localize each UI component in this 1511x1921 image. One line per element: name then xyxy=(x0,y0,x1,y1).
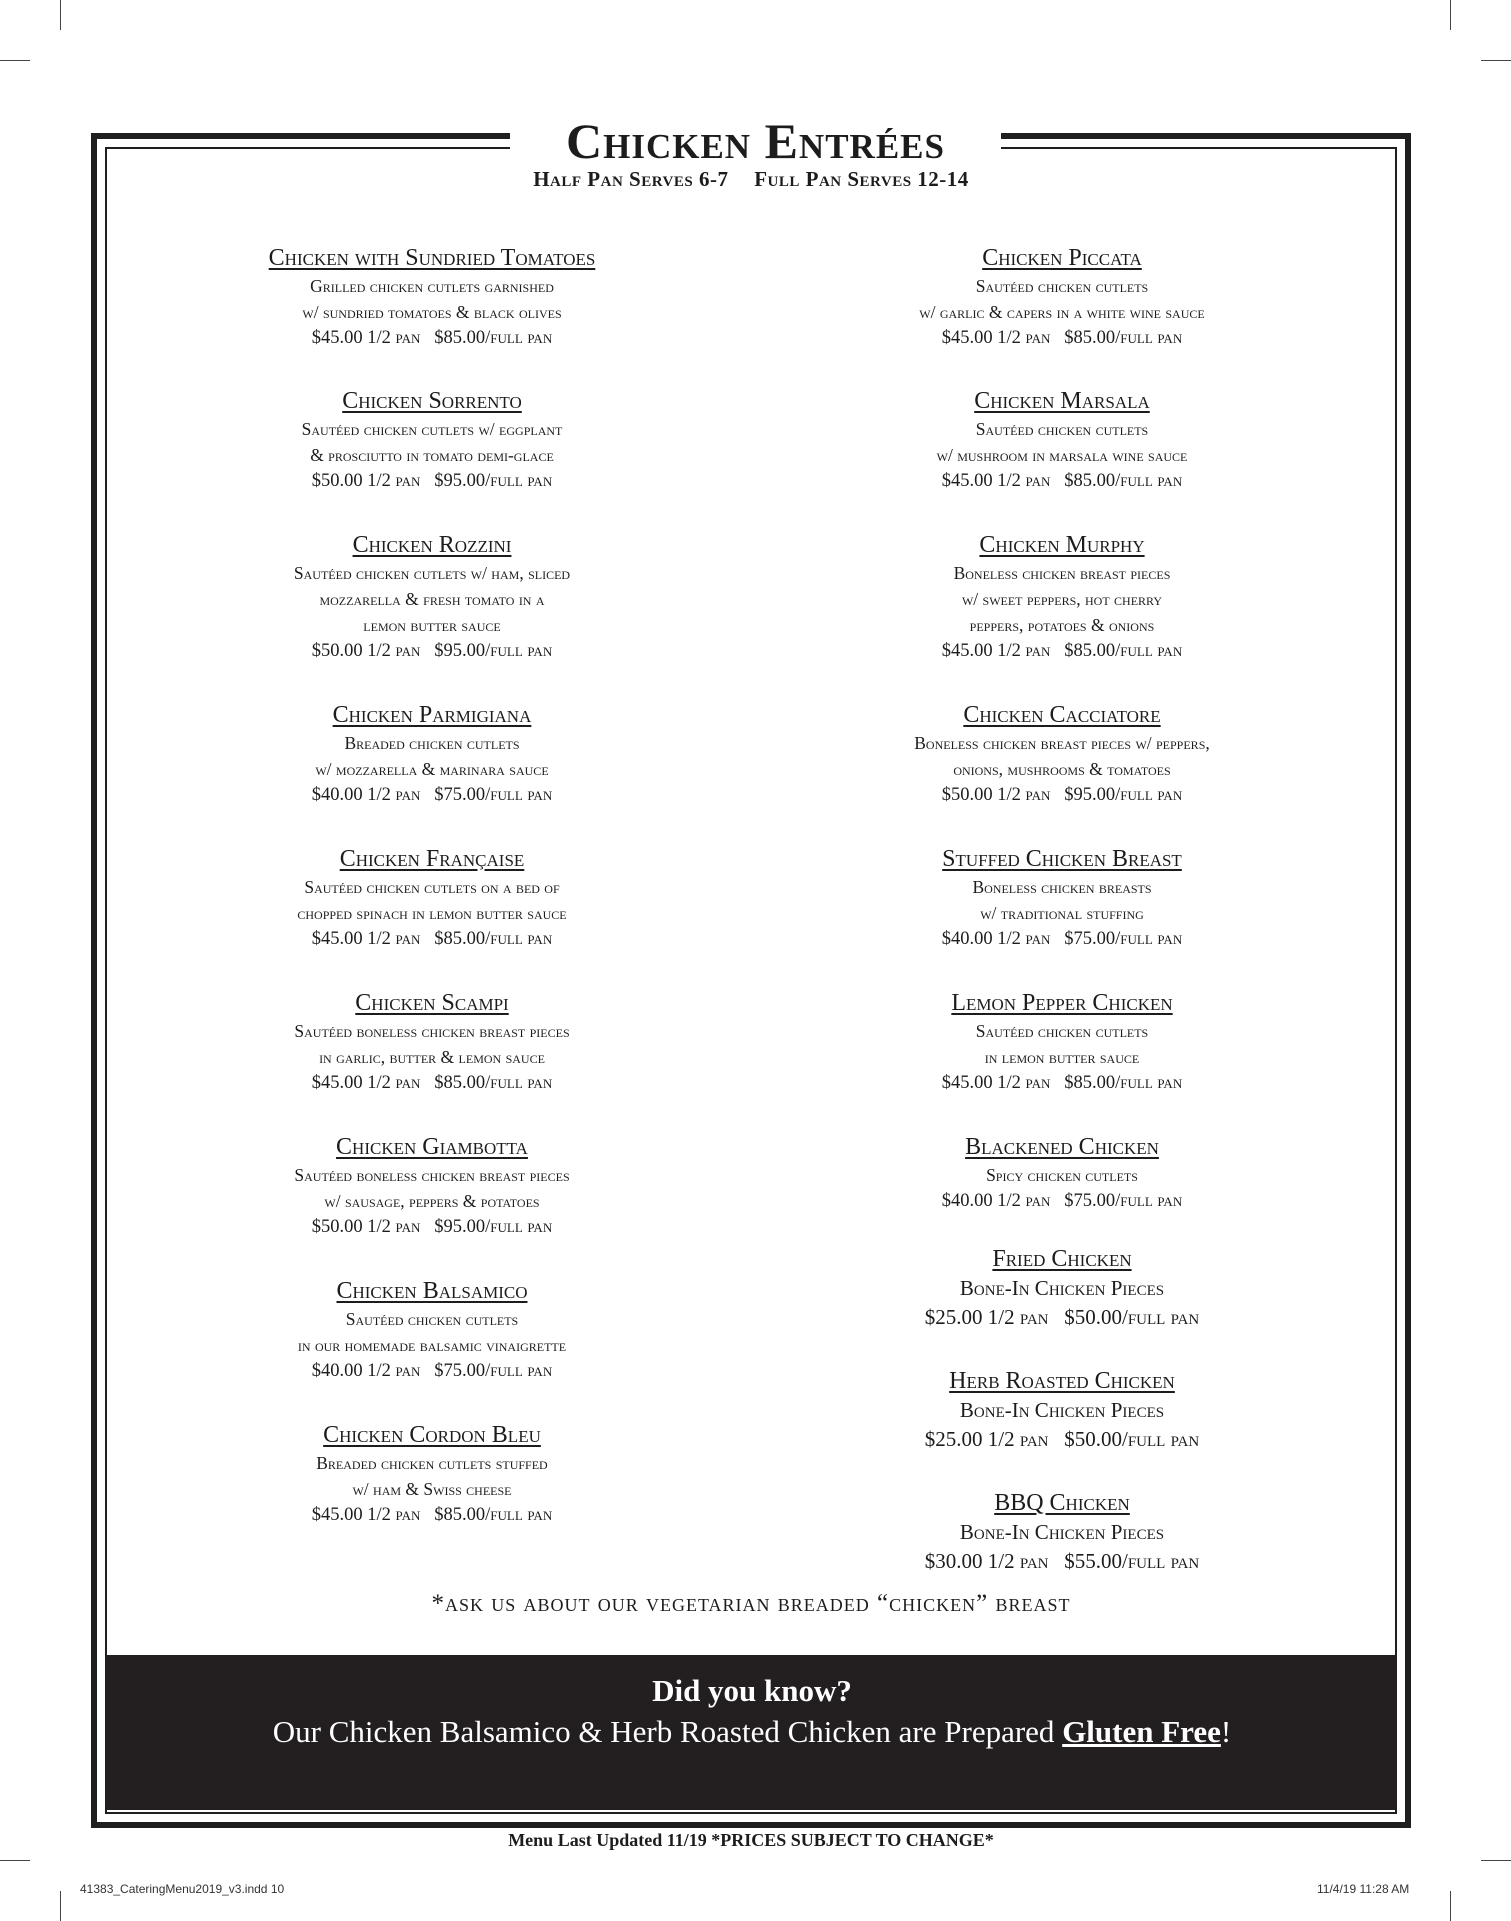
menu-item-description: Bone-In Chicken Pieces xyxy=(959,1276,1165,1300)
menu-item-description: Spicy chicken cutlets xyxy=(986,1165,1138,1185)
menu-item-description: Sautéed chicken cutlets w/ eggplant xyxy=(301,419,563,439)
menu-item-name: Chicken Murphy xyxy=(979,532,1145,558)
crop-mark xyxy=(0,1860,30,1861)
menu-item-description: Bone-In Chicken Pieces xyxy=(959,1520,1165,1544)
crop-mark xyxy=(60,1891,61,1921)
menu-item-description: Sautéed chicken cutlets on a bed of xyxy=(304,877,560,897)
menu-item xyxy=(782,386,1342,494)
menu-item-price: $50.00 1/2 pan $95.00/full pan xyxy=(941,785,1183,805)
banner-text xyxy=(107,1711,1397,1753)
menu-item-description: Breaded chicken cutlets xyxy=(344,733,520,753)
menu-item xyxy=(152,1420,712,1528)
menu-item-price: $40.00 1/2 pan $75.00/full pan xyxy=(311,1361,553,1381)
menu-item-price: $45.00 1/2 pan $85.00/full pan xyxy=(941,641,1183,661)
menu-item-description: Sautéed boneless chicken breast pieces xyxy=(294,1165,570,1185)
crop-mark xyxy=(1450,1891,1451,1921)
menu-item-name: Stuffed Chicken Breast xyxy=(942,846,1182,872)
menu-item-price: $25.00 1/2 pan $50.00/full pan xyxy=(924,1427,1200,1451)
menu-item xyxy=(152,988,712,1096)
crop-mark xyxy=(1481,60,1511,61)
menu-item-name: Chicken Piccata xyxy=(982,245,1142,271)
vegetarian-note: *ask us about our vegetarian breaded “chicken” breast xyxy=(431,1590,1071,1617)
menu-item-description: Sautéed boneless chicken breast pieces xyxy=(294,1021,570,1041)
menu-item xyxy=(152,1132,712,1240)
menu-item xyxy=(782,988,1342,1096)
menu-item-description: Breaded chicken cutlets stuffed xyxy=(316,1453,548,1473)
menu-item-name: Chicken Balsamico xyxy=(336,1278,528,1304)
menu-item xyxy=(782,1132,1342,1214)
crop-mark xyxy=(1450,0,1451,30)
half-pan-info: Half Pan Serves 6-7 xyxy=(533,167,729,191)
menu-item-name: BBQ Chicken xyxy=(994,1490,1130,1516)
menu-item-name: Chicken Scampi xyxy=(355,990,509,1016)
menu-item-description: w/ sundried tomatoes & black olives xyxy=(302,302,562,322)
menu-item-description: peppers, potatoes & onions xyxy=(969,615,1155,635)
menu-item-name: Chicken Française xyxy=(339,846,525,872)
menu-item xyxy=(782,1488,1342,1576)
menu-item-price: $45.00 1/2 pan $85.00/full pan xyxy=(311,929,553,949)
gluten-free-banner xyxy=(107,1655,1397,1810)
menu-item-description: w/ mozzarella & marinara sauce xyxy=(315,759,549,779)
left-menu-column xyxy=(152,243,712,1528)
menu-item xyxy=(782,700,1342,808)
menu-item-name: Chicken with Sundried Tomatoes xyxy=(268,245,596,271)
banner-highlight: Gluten Free xyxy=(1062,1714,1221,1749)
banner-text-before: Our Chicken Balsamico & Herb Roasted Chicken are Prepared xyxy=(272,1714,1063,1749)
menu-item-name: Chicken Sorrento xyxy=(342,388,522,414)
menu-item xyxy=(782,1366,1342,1454)
menu-item-description: Sautéed chicken cutlets xyxy=(345,1309,519,1329)
full-pan-info: Full Pan Serves 12-14 xyxy=(754,167,969,191)
banner-heading: Did you know? xyxy=(652,1673,852,1708)
menu-item xyxy=(152,386,712,494)
footer-note: Menu Last Updated 11/19 *PRICES SUBJECT TO CHANGE* xyxy=(508,1830,994,1850)
menu-item-name: Blackened Chicken xyxy=(965,1134,1159,1160)
menu-item-description: & prosciutto in tomato demi-glace xyxy=(310,445,554,465)
menu-item-price: $45.00 1/2 pan $85.00/full pan xyxy=(311,1505,553,1525)
menu-item-name: Chicken Cacciatore xyxy=(963,702,1161,728)
menu-item-description: lemon butter sauce xyxy=(363,615,501,635)
menu-item-description: mozzarella & fresh tomato in a xyxy=(319,589,545,609)
crop-mark xyxy=(0,60,30,61)
banner-text-after: ! xyxy=(1220,1714,1232,1749)
menu-item-description: onions, mushrooms & tomatoes xyxy=(953,759,1171,779)
menu-item-price: $45.00 1/2 pan $85.00/full pan xyxy=(941,471,1183,491)
menu-item-name: Chicken Rozzini xyxy=(352,532,512,558)
menu-item-description: w/ ham & Swiss cheese xyxy=(352,1479,512,1499)
serving-info xyxy=(91,167,1411,192)
menu-item-name: Chicken Cordon Bleu xyxy=(323,1422,541,1448)
menu-item-price: $50.00 1/2 pan $95.00/full pan xyxy=(311,471,553,491)
menu-item xyxy=(782,530,1342,664)
menu-item-description: w/ sweet peppers, hot cherry xyxy=(961,589,1163,609)
menu-item-price: $45.00 1/2 pan $85.00/full pan xyxy=(311,1073,553,1093)
menu-item xyxy=(782,1244,1342,1332)
menu-item xyxy=(782,844,1342,952)
menu-item-description: w/ mushroom in marsala wine sauce xyxy=(936,445,1188,465)
date-slug: 11/4/19 11:28 AM xyxy=(1317,1882,1410,1896)
title-block xyxy=(510,112,1001,172)
menu-item-description: Grilled chicken cutlets garnished xyxy=(310,276,554,296)
menu-item-price: $45.00 1/2 pan $85.00/full pan xyxy=(311,328,553,348)
menu-item-description: Boneless chicken breast pieces w/ peppers, xyxy=(914,733,1210,753)
menu-item-description: Boneless chicken breast pieces xyxy=(953,563,1171,583)
menu-item-name: Chicken Giambotta xyxy=(336,1134,528,1160)
menu-item-description: in our homemade balsamic vinaigrette xyxy=(297,1335,567,1355)
crop-mark xyxy=(1481,1860,1511,1861)
menu-item-price: $45.00 1/2 pan $85.00/full pan xyxy=(941,328,1183,348)
menu-item xyxy=(782,243,1342,351)
menu-item-price: $25.00 1/2 pan $50.00/full pan xyxy=(924,1305,1200,1329)
menu-item-description: chopped spinach in lemon butter sauce xyxy=(297,903,567,923)
menu-item-price: $30.00 1/2 pan $55.00/full pan xyxy=(924,1549,1200,1573)
menu-item xyxy=(152,530,712,664)
menu-item xyxy=(152,700,712,808)
right-menu-column xyxy=(782,243,1342,1576)
menu-item-price: $40.00 1/2 pan $75.00/full pan xyxy=(311,785,553,805)
menu-item-price: $50.00 1/2 pan $95.00/full pan xyxy=(311,1217,553,1237)
menu-item-price: $45.00 1/2 pan $85.00/full pan xyxy=(941,1073,1183,1093)
menu-item-description: w/ traditional stuffing xyxy=(980,903,1144,923)
menu-item-name: Chicken Parmigiana xyxy=(332,702,532,728)
page-title: Chicken Entrées xyxy=(566,113,945,169)
menu-item-name: Chicken Marsala xyxy=(974,388,1150,414)
menu-item-description: Bone-In Chicken Pieces xyxy=(959,1398,1165,1422)
menu-item-description: w/ garlic & capers in a white wine sauce xyxy=(919,302,1205,322)
menu-item-description: in lemon butter sauce xyxy=(984,1047,1140,1067)
menu-item-description: Sautéed chicken cutlets xyxy=(975,276,1149,296)
menu-item-description: in garlic, butter & lemon sauce xyxy=(319,1047,545,1067)
file-slug: 41383_CateringMenu2019_v3.indd 10 xyxy=(80,1882,285,1896)
menu-item-description: Sautéed chicken cutlets xyxy=(975,419,1149,439)
menu-item xyxy=(152,844,712,952)
menu-item-description: Boneless chicken breasts xyxy=(972,877,1152,897)
menu-item-price: $40.00 1/2 pan $75.00/full pan xyxy=(941,1191,1183,1211)
menu-item-name: Fried Chicken xyxy=(992,1246,1132,1272)
menu-item-price: $50.00 1/2 pan $95.00/full pan xyxy=(311,641,553,661)
menu-item-description: w/ sausage, peppers & potatoes xyxy=(324,1191,540,1211)
menu-item xyxy=(152,243,712,351)
crop-mark xyxy=(60,0,61,30)
menu-item-name: Lemon Pepper Chicken xyxy=(951,990,1173,1016)
menu-item-name: Herb Roasted Chicken xyxy=(949,1368,1175,1394)
menu-item-description: Sautéed chicken cutlets xyxy=(975,1021,1149,1041)
menu-item-price: $40.00 1/2 pan $75.00/full pan xyxy=(941,929,1183,949)
menu-item-description: Sautéed chicken cutlets w/ ham, sliced xyxy=(293,563,571,583)
menu-item xyxy=(152,1276,712,1384)
